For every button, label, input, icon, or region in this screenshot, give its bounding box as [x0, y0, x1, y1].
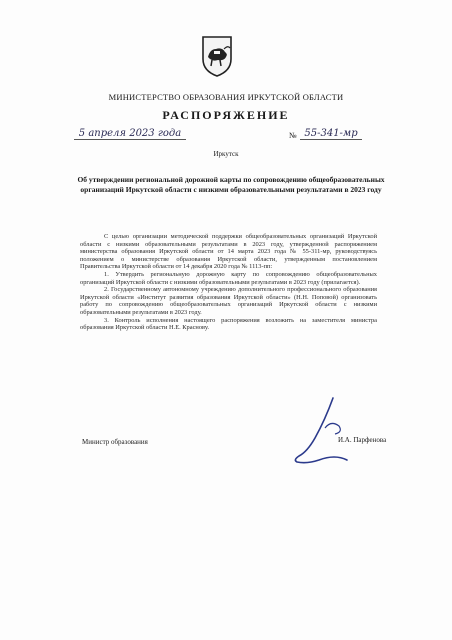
body-paragraph: 3. Контроль исполнения настоящего распоряжения возложить на заместителя министра образования Иркутской области Н.Е. Краснову. — [80, 316, 377, 332]
handwritten-signature — [285, 390, 375, 468]
city: Иркутск — [213, 150, 239, 158]
irkutsk-region-coat-of-arms-icon — [200, 35, 234, 77]
document-body — [80, 233, 377, 332]
document-heading: Об утверждении региональной дорожной карты по сопровождению общеобразовательных организаций Иркутской области с низкими образовательными результатами в 2023 году — [77, 175, 385, 194]
body-paragraph: 2. Государственному автономному учреждению дополнительного профессионального образования Иркутской области «Институт развития образования Иркутской области» (Н.Н. Поповой) организовать работу по сопровождению общеобразовательных организаций Иркутской области с низкими образовательными результатами в 2023 году. — [80, 286, 377, 316]
ministry-name: МИНИСТЕРСТВО ОБРАЗОВАНИЯ ИРКУТСКОЙ ОБЛАСТИ — [108, 92, 344, 102]
document-type: РАСПОРЯЖЕНИЕ — [162, 108, 290, 122]
body-paragraph: С целью организации методической поддержки общеобразовательных организаций Иркутской области с низкими образовательными результатами в 2023 году, утвержденной распоряжением министерства образования Иркутской области от 14 марта 2023 года № 55-311-мр, руководствуясь положением о министерстве образования Иркутской области, утвержденным постановлением Правительства Иркутской области от 14 декабря 2020 года № 1113-пп: — [80, 233, 377, 271]
number-sign: № — [289, 131, 297, 140]
document-date: 5 апреля 2023 года — [74, 128, 186, 140]
signer-role: Министр образования — [82, 438, 148, 446]
body-paragraph: 1. Утвердить региональную дорожную карту по сопровождению общеобразовательных организаций Иркутской области с низкими образовательными результатами в 2023 году (прилагается). — [80, 270, 377, 286]
document-number: 55-341-мр — [300, 128, 362, 140]
signer-name: И.А. Парфенова — [338, 436, 387, 444]
